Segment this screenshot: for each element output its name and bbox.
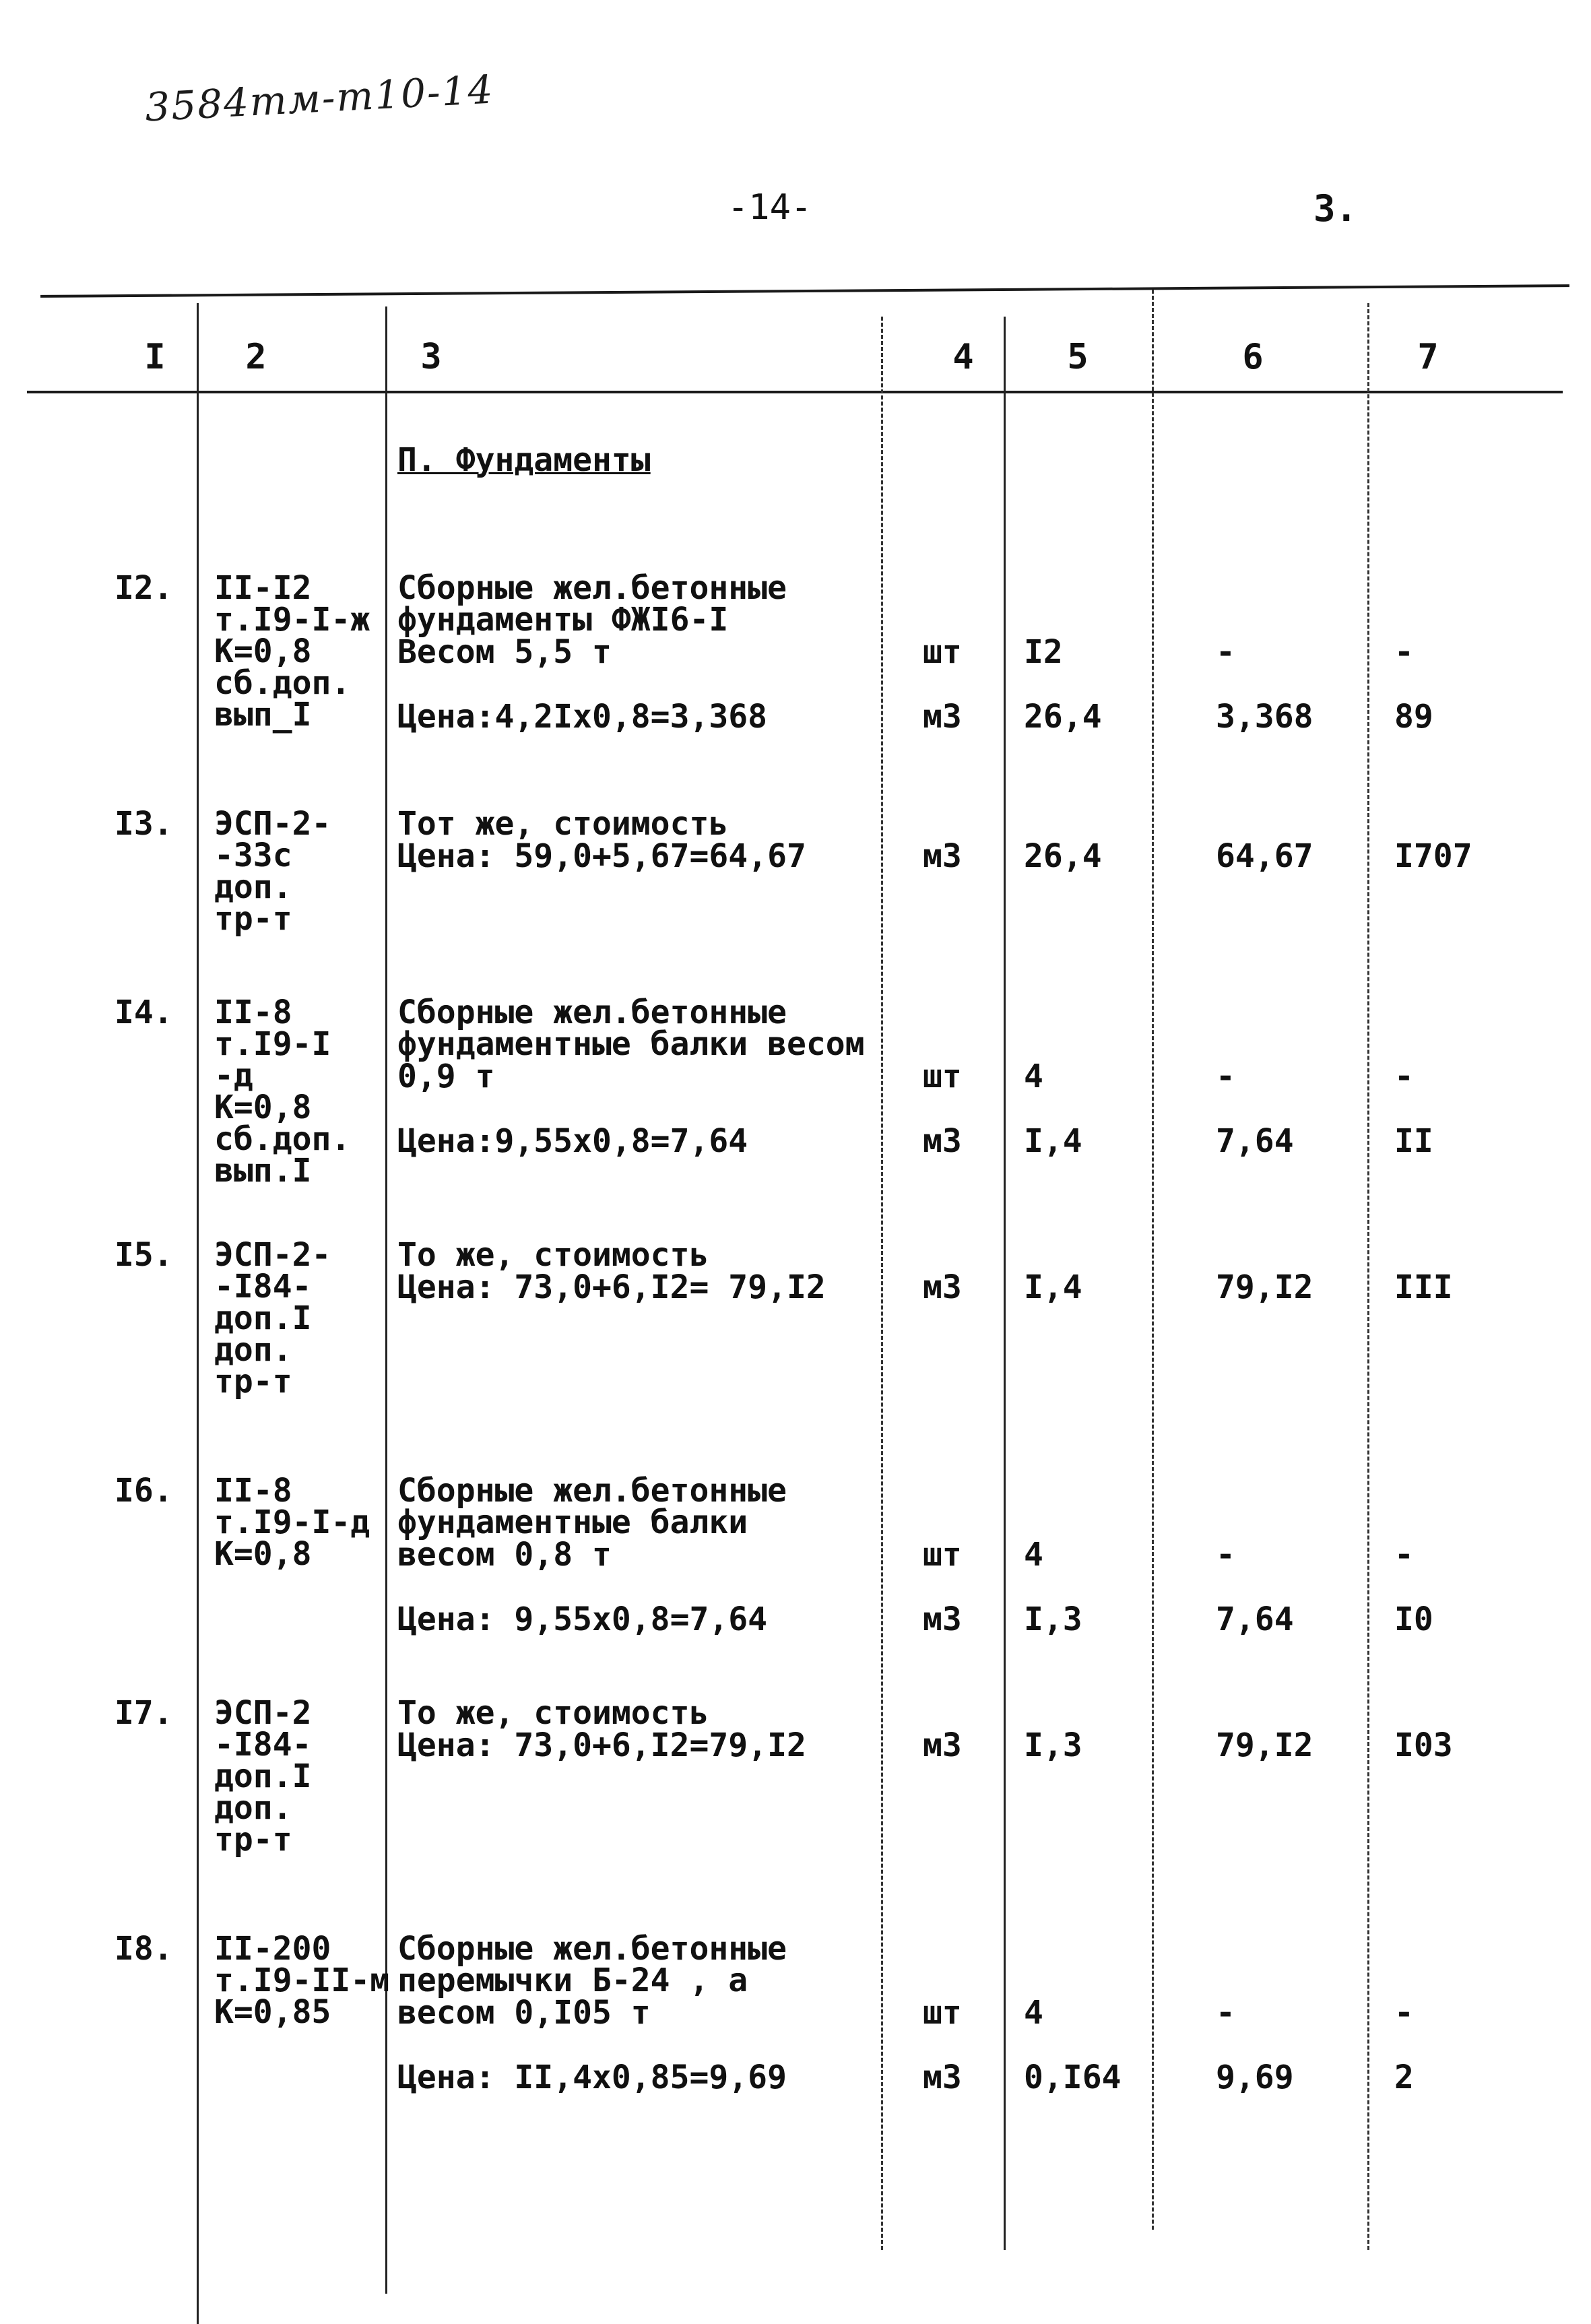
row-description: фундаментные балки bbox=[397, 1504, 748, 1541]
row-unit: м3 bbox=[923, 698, 962, 736]
row-total: 89 bbox=[1394, 698, 1433, 736]
row-description: фундаментные балки весом bbox=[397, 1025, 865, 1063]
column-header-1: I bbox=[144, 337, 166, 377]
row-code-line: -I84- bbox=[214, 1726, 312, 1764]
row-number: I5. bbox=[115, 1236, 173, 1274]
row-description: перемычки Б-24 , а bbox=[397, 1962, 748, 1999]
row-description: Цена:4,2Iх0,8=3,368 bbox=[397, 698, 768, 736]
row-description: фундаменты ФЖI6-I bbox=[397, 601, 729, 639]
row-code-line: сб.доп. bbox=[214, 1120, 351, 1158]
row-unit-price: - bbox=[1216, 1058, 1235, 1095]
row-number: I3. bbox=[115, 805, 173, 843]
row-quantity: 4 bbox=[1024, 1536, 1043, 1574]
row-description: Сборные жел.бетонные bbox=[397, 1930, 787, 1968]
row-quantity: I,4 bbox=[1024, 1122, 1082, 1160]
row-code-line: -I84- bbox=[214, 1268, 312, 1305]
row-quantity: 0,I64 bbox=[1024, 2059, 1122, 2096]
column-divider-6-7 bbox=[1367, 303, 1369, 2250]
row-unit-price: 3,368 bbox=[1216, 698, 1313, 736]
row-quantity: 26,4 bbox=[1024, 837, 1102, 875]
row-code-line: К=0,8 bbox=[214, 633, 312, 670]
row-description: Цена:9,55х0,8=7,64 bbox=[397, 1122, 748, 1160]
row-description: Сборные жел.бетонные bbox=[397, 1472, 787, 1510]
row-description: Цена: 59,0+5,67=64,67 bbox=[397, 837, 806, 875]
row-total: I03 bbox=[1394, 1726, 1453, 1764]
row-code-line: ЭСП-2- bbox=[214, 805, 331, 843]
row-quantity: I2 bbox=[1024, 633, 1063, 671]
row-unit-price: - bbox=[1216, 1536, 1235, 1574]
row-total: I707 bbox=[1394, 837, 1472, 875]
row-unit-price: - bbox=[1216, 1994, 1235, 2032]
row-unit: м3 bbox=[923, 2059, 962, 2096]
row-code-line: II-8 bbox=[214, 994, 292, 1031]
row-quantity: 4 bbox=[1024, 1994, 1043, 2032]
row-description: Тот же, стоимость bbox=[397, 805, 729, 843]
row-code-line: вып_I bbox=[214, 696, 312, 734]
column-header-6: 6 bbox=[1242, 337, 1264, 377]
row-unit: шт bbox=[923, 1994, 962, 2032]
row-unit: м3 bbox=[923, 1122, 962, 1160]
row-code-line: тр-т bbox=[214, 1363, 292, 1400]
row-unit: м3 bbox=[923, 837, 962, 875]
row-unit-price: 64,67 bbox=[1216, 837, 1313, 875]
row-code-line: доп.I bbox=[214, 1299, 312, 1337]
column-header-2: 2 bbox=[245, 337, 267, 377]
row-total: - bbox=[1394, 633, 1414, 671]
column-header-3: 3 bbox=[420, 337, 442, 377]
row-code-line: К=0,8 bbox=[214, 1089, 312, 1126]
row-unit-price: 7,64 bbox=[1216, 1122, 1294, 1160]
row-unit: м3 bbox=[923, 1268, 962, 1306]
row-code-line: -33с bbox=[214, 837, 292, 874]
row-quantity: I,3 bbox=[1024, 1726, 1082, 1764]
row-code-line: доп. bbox=[214, 1789, 292, 1827]
row-total: I0 bbox=[1394, 1601, 1433, 1638]
row-quantity: I,4 bbox=[1024, 1268, 1082, 1306]
row-quantity: 4 bbox=[1024, 1058, 1043, 1095]
row-description: весом 0,I05 т bbox=[397, 1994, 651, 2032]
row-code-line: т.I9-I-д bbox=[214, 1504, 370, 1541]
row-code-line: т.I9-I bbox=[214, 1025, 331, 1063]
row-total: - bbox=[1394, 1536, 1414, 1574]
row-description: весом 0,8 т bbox=[397, 1536, 612, 1574]
row-unit-price: - bbox=[1216, 633, 1235, 671]
row-total: - bbox=[1394, 1994, 1414, 2032]
column-divider-3-4 bbox=[881, 317, 883, 2250]
row-unit: шт bbox=[923, 1058, 962, 1095]
row-quantity: 26,4 bbox=[1024, 698, 1102, 736]
row-description: Сборные жел.бетонные bbox=[397, 569, 787, 607]
column-header-7: 7 bbox=[1417, 337, 1439, 377]
handwritten-document-code: 3584тм-т10-14 bbox=[143, 66, 495, 131]
row-description: Цена: 9,55х0,8=7,64 bbox=[397, 1601, 768, 1638]
table-top-rule bbox=[40, 284, 1569, 298]
row-total: III bbox=[1394, 1268, 1453, 1306]
column-header-5: 5 bbox=[1067, 337, 1089, 377]
column-divider-1-2 bbox=[197, 303, 199, 2324]
sheet-number: 3. bbox=[1313, 187, 1358, 230]
row-code-line: ЭСП-2 bbox=[214, 1694, 312, 1732]
row-code-line: -д bbox=[214, 1057, 253, 1095]
header-bottom-rule bbox=[27, 391, 1563, 393]
row-unit: шт bbox=[923, 633, 962, 671]
row-unit-price: 79,I2 bbox=[1216, 1268, 1313, 1306]
row-code-line: доп. bbox=[214, 1331, 292, 1369]
column-divider-4-5 bbox=[1004, 317, 1006, 2250]
row-description: Цена: 73,0+6,I2=79,I2 bbox=[397, 1726, 806, 1764]
row-number: I2. bbox=[115, 569, 173, 607]
row-unit: м3 bbox=[923, 1726, 962, 1764]
row-total: II bbox=[1394, 1122, 1433, 1160]
row-code-line: II-8 bbox=[214, 1472, 292, 1510]
row-unit-price: 7,64 bbox=[1216, 1601, 1294, 1638]
row-description: Цена: II,4х0,85=9,69 bbox=[397, 2059, 787, 2096]
row-number: I6. bbox=[115, 1472, 173, 1510]
row-description: 0,9 т bbox=[397, 1058, 495, 1095]
row-unit-price: 9,69 bbox=[1216, 2059, 1294, 2096]
section-title: П. Фундаменты bbox=[397, 441, 651, 479]
row-description: Весом 5,5 т bbox=[397, 633, 612, 671]
row-description: То же, стоимость bbox=[397, 1236, 709, 1274]
row-code-line: т.I9-I-ж bbox=[214, 601, 370, 639]
row-quantity: I,3 bbox=[1024, 1601, 1082, 1638]
column-divider-5-6 bbox=[1152, 290, 1154, 2230]
row-total: - bbox=[1394, 1058, 1414, 1095]
row-number: I8. bbox=[115, 1930, 173, 1968]
row-code-line: К=0,85 bbox=[214, 1993, 331, 2031]
row-code-line: доп. bbox=[214, 868, 292, 906]
row-unit: шт bbox=[923, 1536, 962, 1574]
row-description: То же, стоимость bbox=[397, 1694, 709, 1732]
row-code-line: II-I2 bbox=[214, 569, 312, 607]
row-code-line: тр-т bbox=[214, 1821, 292, 1859]
row-code-line: т.I9-II-м bbox=[214, 1962, 390, 1999]
row-description: Цена: 73,0+6,I2= 79,I2 bbox=[397, 1268, 826, 1306]
row-code-line: ЭСП-2- bbox=[214, 1236, 331, 1274]
row-code-line: сб.доп. bbox=[214, 664, 351, 702]
column-header-4: 4 bbox=[952, 337, 974, 377]
row-unit-price: 79,I2 bbox=[1216, 1726, 1313, 1764]
row-code-line: тр-т bbox=[214, 900, 292, 938]
row-number: I4. bbox=[115, 994, 173, 1031]
page-number: -14- bbox=[727, 187, 812, 228]
row-code-line: К=0,8 bbox=[214, 1535, 312, 1573]
row-description: Сборные жел.бетонные bbox=[397, 994, 787, 1031]
row-code-line: II-200 bbox=[214, 1930, 331, 1968]
row-unit: м3 bbox=[923, 1601, 962, 1638]
row-code-line: доп.I bbox=[214, 1757, 312, 1795]
row-code-line: вып.I bbox=[214, 1152, 312, 1190]
row-total: 2 bbox=[1394, 2059, 1414, 2096]
row-number: I7. bbox=[115, 1694, 173, 1732]
